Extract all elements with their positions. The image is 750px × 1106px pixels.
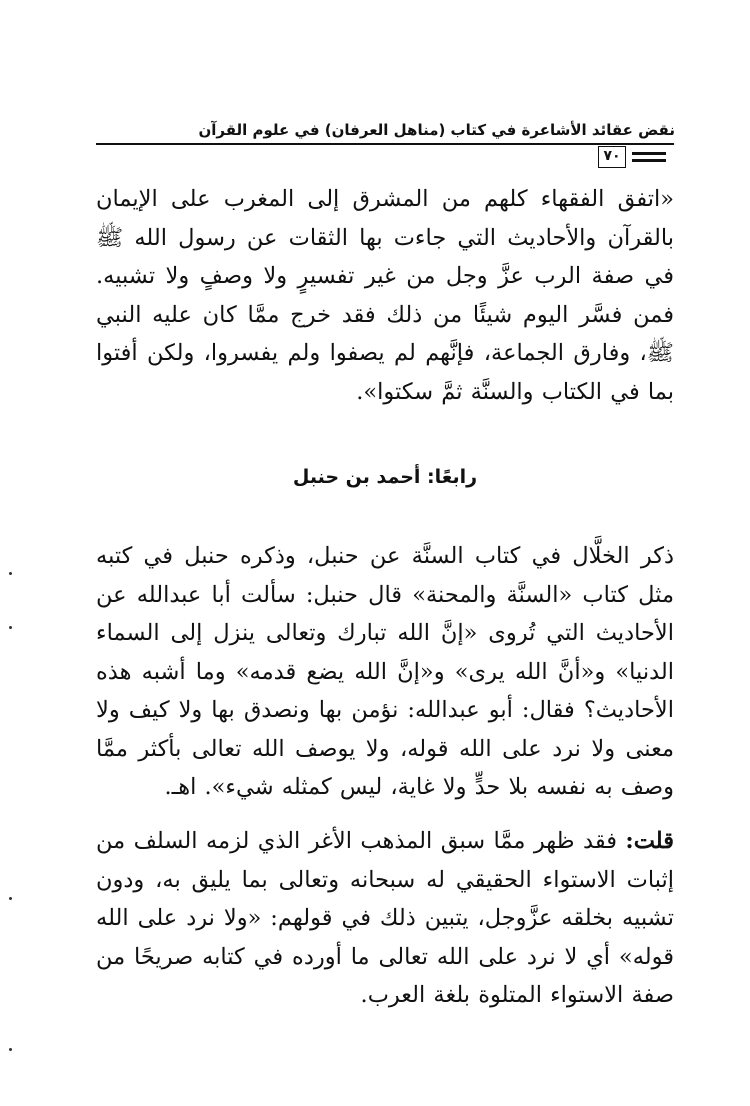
body-paragraph-hanbal: ذكر الخلَّال في كتاب السنَّة عن حنبل، وذكره حنبل في كتبه مثل كتاب «السنَّة والمحنة» قال حنبل: سألت أبا عبدالله عن الأحاديث التي تُروى «إنَّ الله تبارك وتعالى ينزل إلى السماء الدنيا» و«أنَّ الله يرى» و«إنَّ الله يضع قدمه» وما أشبه هذه الأحاديث؟ فقال: أبو عبدالله: نؤمن بها ونصدق بها ولا كيف ولا معنى ولا نرد على الله قوله، ولا يوصف الله تعالى بأكثر ممَّا وصف به نفسه بلا حدٍّ ولا غاية، ليس كمثله شيء». اهـ. — [96, 543, 674, 800]
header-ornament-line-top — [632, 152, 666, 155]
margin-mark — [9, 572, 12, 575]
header-rule — [96, 143, 674, 145]
margin-mark — [9, 626, 12, 629]
margin-mark — [9, 1048, 12, 1051]
paragraph-body: فقد ظهر ممَّا سبق المذهب الأغر الذي لزمه السلف من إثبات الاستواء الحقيقي له سبحانه وتعالى بما يليق به، ودون تشبيه بخلقه عزَّوجل، يتبين ذلك في قولهم: «ولا نرد على الله قوله» أي لا نرد على الله تعالى ما أورده في كتابه صريحًا من صفة الاستواء المتلوة بلغة العرب. — [96, 828, 674, 1008]
quote-paragraph: «اتفق الفقهاء كلهم من المشرق إلى المغرب على الإيمان بالقرآن والأحاديث التي جاءت بها الثقات عن رسول الله ﷺ في صفة الرب عزَّ وجل من غير تفسيرٍ ولا وصفٍ ولا تشبيه. فمن فسَّر اليوم شيئًا من ذلك فقد خرج ممَّا كان عليه النبي ﷺ، وفارق الجماعة، فإنَّهم لم يصفوا ولم يفسروا، ولكن أفتوا بما في الكتاب والسنَّة ثمَّ سكتوا». — [96, 186, 674, 405]
body-paragraph-conclusion — [96, 822, 674, 1015]
running-header-title: نقض عقائد الأشاعرة في كتاب (مناهل العرفان) في علوم القرآن — [198, 121, 675, 139]
margin-mark — [9, 897, 12, 900]
header-ornament-line-bottom — [632, 159, 666, 162]
paragraph-lead: قلت: — [625, 828, 674, 854]
section-heading: رابعًا: أحمد بن حنبل — [292, 466, 478, 488]
page-number: ٧٠ — [598, 146, 626, 168]
